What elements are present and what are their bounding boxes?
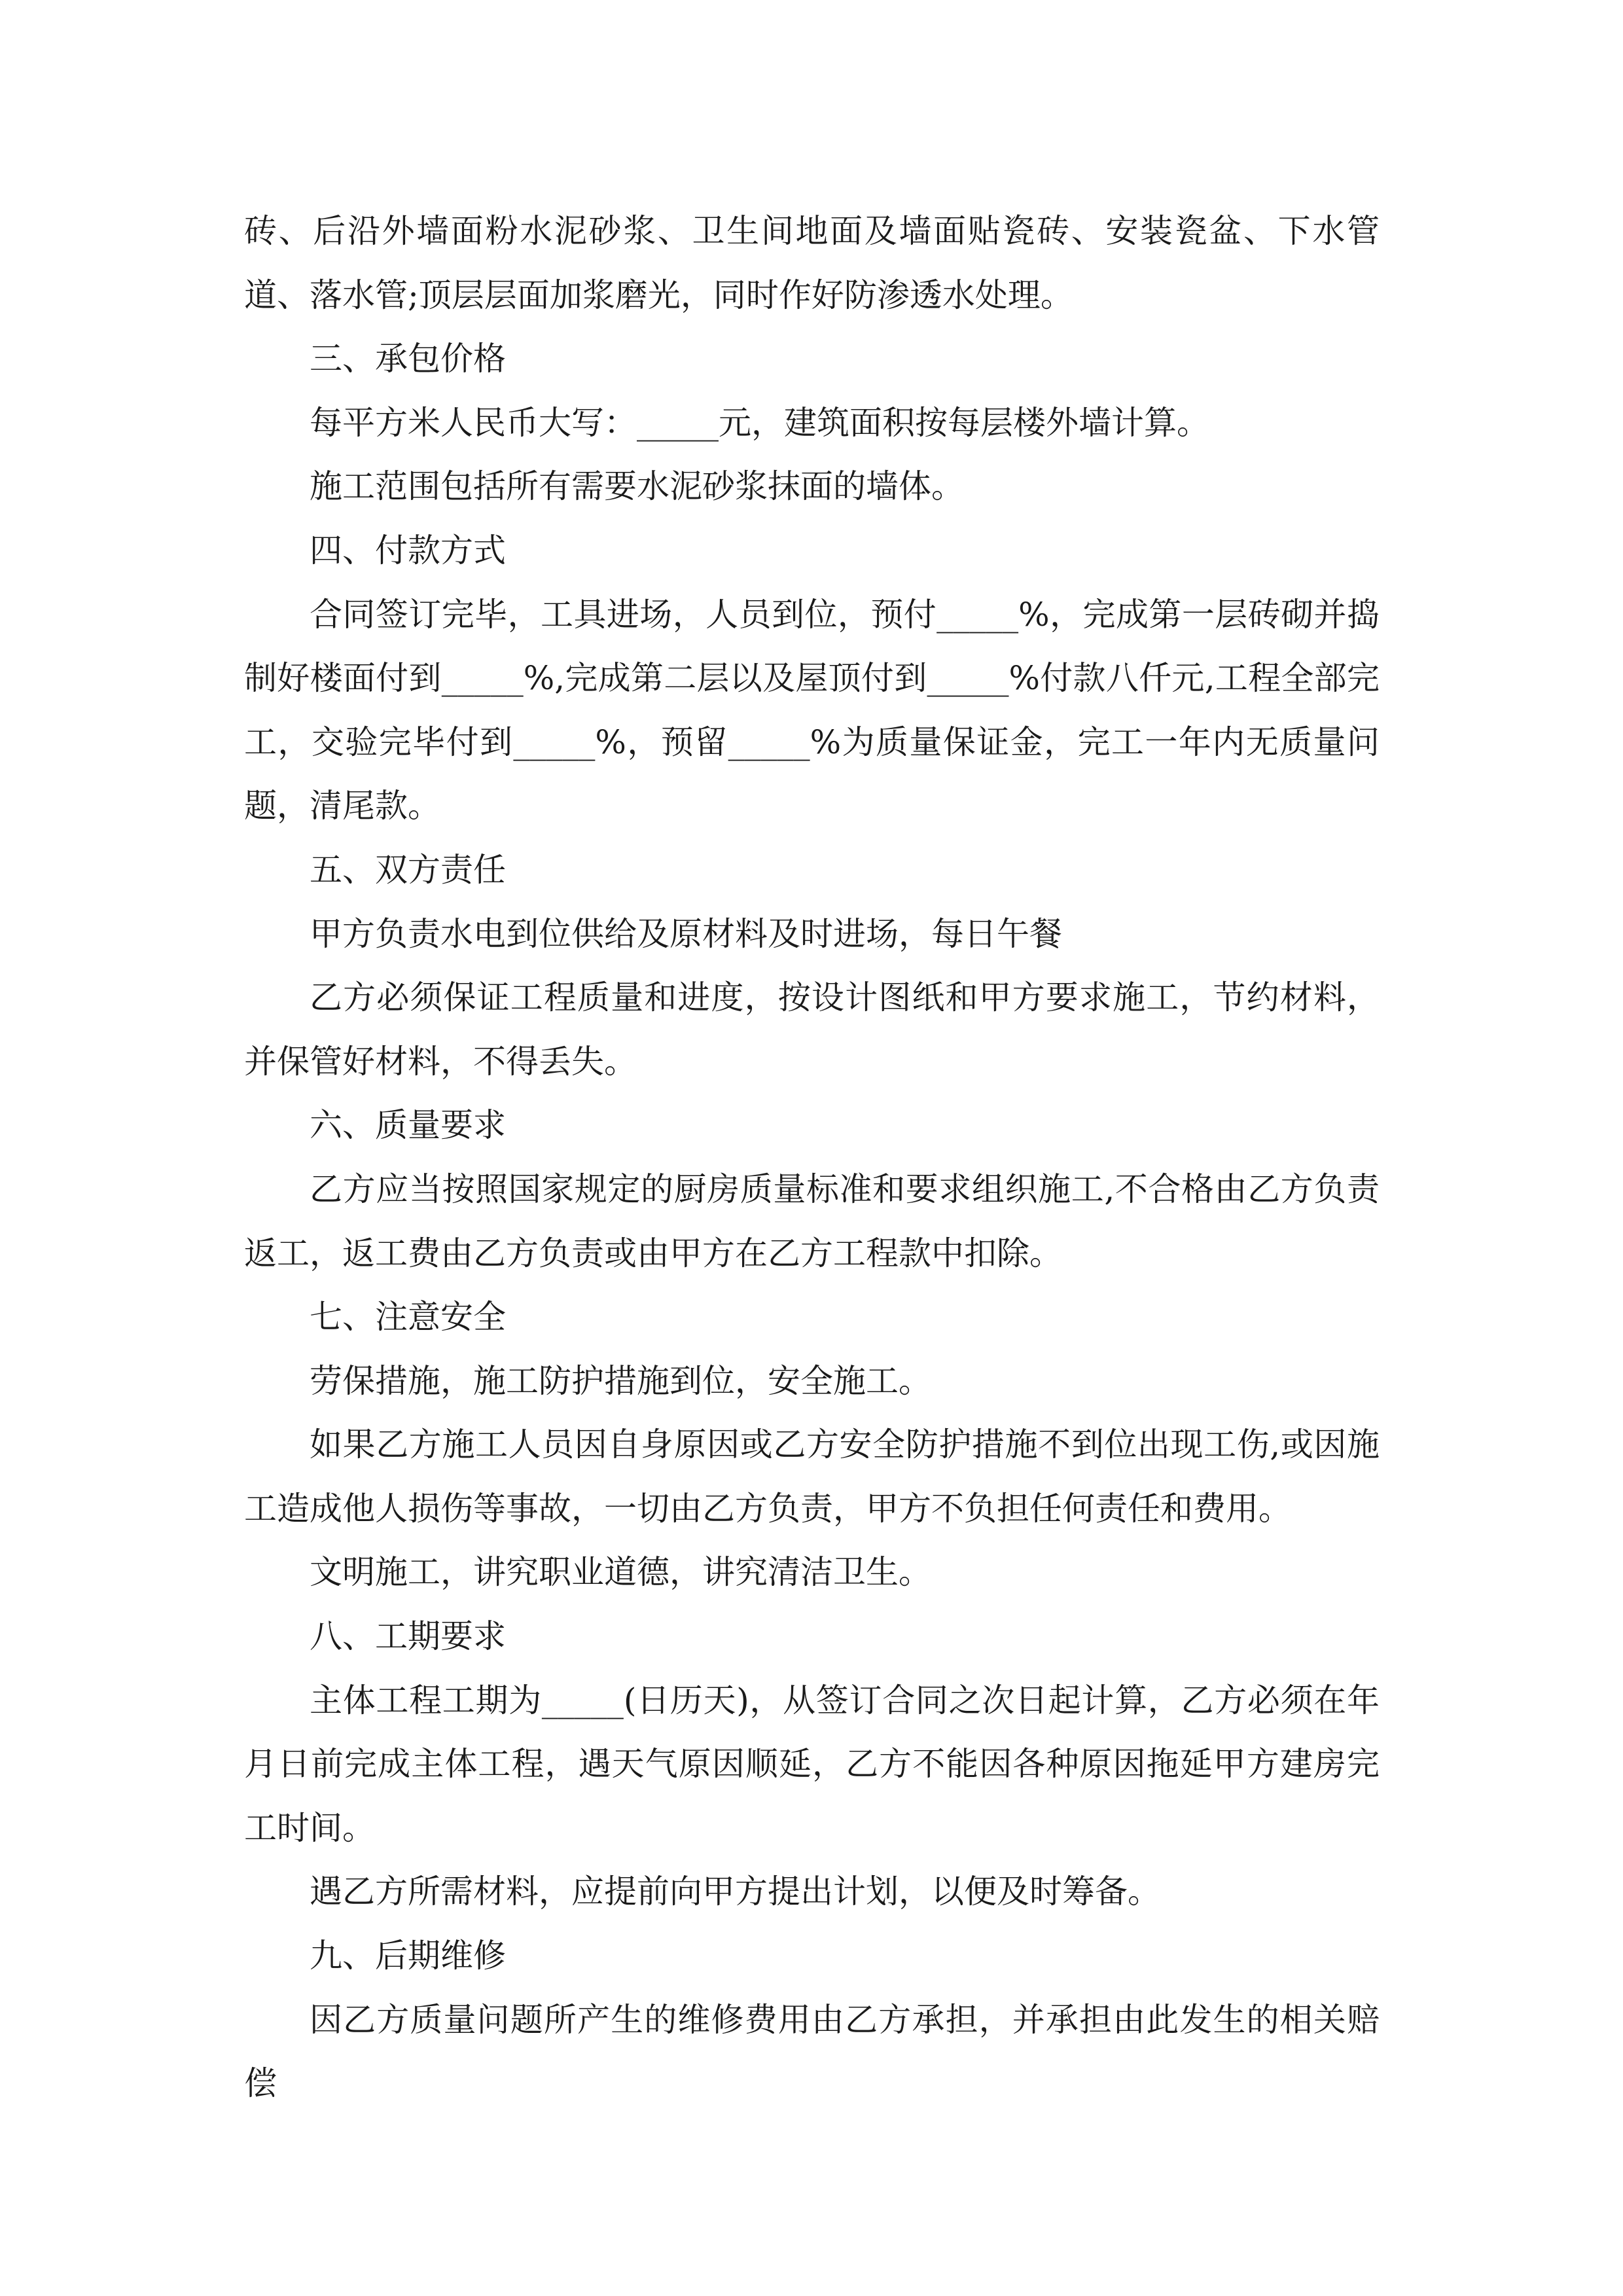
section-heading-responsibilities: 五、双方责任 [310, 850, 506, 889]
paragraph-payment-terms: 合同签订完毕，工具进场，人员到位，预付_____%，完成第一层砖砌并捣制好楼面付到_____%,完成第二层以及屋顶付到_____%付款八仟元,工程全部完工，交验完毕付到_____%，预留_____%为质量保证金，完工一年内无质量问题，清尾款。 [244, 595, 1380, 825]
section-heading-quality: 六、质量要求 [310, 1106, 506, 1145]
section-heading-schedule: 八、工期要求 [310, 1617, 506, 1656]
paragraph-party-b-duties: 乙方必须保证工程质量和进度，按设计图纸和甲方要求施工，节约材料，并保管好材料，不得丢失。 [244, 978, 1380, 1081]
paragraph-continuation: 砖、后沿外墙面粉水泥砂浆、卫生间地面及墙面贴瓷砖、安装瓷盆、下水管道、落水管;顶层层面加浆磨光，同时作好防渗透水处理。 [244, 212, 1380, 314]
paragraph-schedule-terms: 主体工程工期为_____(日历天)，从签订合同之次日起计算，乙方必须在年月日前完成主体工程，遇天气原因顺延，乙方不能因各种原因拖延甲方建房完工时间。 [244, 1681, 1380, 1847]
paragraph-materials-plan: 遇乙方所需材料，应提前向甲方提出计划，以便及时筹备。 [310, 1873, 1160, 1911]
section-heading-maintenance: 九、后期维修 [310, 1937, 506, 1975]
paragraph-safety-measures: 劳保措施，施工防护措施到位，安全施工。 [310, 1361, 931, 1400]
section-heading-safety: 七、注意安全 [310, 1298, 506, 1336]
document-body [244, 200, 1380, 2116]
paragraph-quality-terms: 乙方应当按照国家规定的厨房质量标准和要求组织施工,不合格由乙方负责返工，返工费由乙方负责或由甲方在乙方工程款中扣除。 [244, 1170, 1380, 1272]
paragraph-maintenance-terms: 因乙方质量问题所产生的维修费用由乙方承担，并承担由此发生的相关赔偿 [244, 2000, 1380, 2103]
paragraph-scope: 施工范围包括所有需要水泥砂浆抹面的墙体。 [310, 467, 964, 506]
section-heading-payment: 四、付款方式 [310, 531, 506, 569]
paragraph-injury-liability: 如果乙方施工人员因自身原因或乙方安全防护措施不到位出现工伤,或因施工造成他人损伤等事故，一切由乙方负责，甲方不负担任何责任和费用。 [244, 1426, 1380, 1528]
paragraph-unit-price: 每平方米人民币大写：_____元，建筑面积按每层楼外墙计算。 [310, 403, 1209, 442]
paragraph-party-a-duties: 甲方负责水电到位供给及原材料及时进场，每日午餐 [310, 914, 1062, 953]
section-heading-price: 三、承包价格 [310, 340, 506, 378]
paragraph-civil-construction: 文明施工，讲究职业道德，讲究清洁卫生。 [310, 1553, 931, 1592]
